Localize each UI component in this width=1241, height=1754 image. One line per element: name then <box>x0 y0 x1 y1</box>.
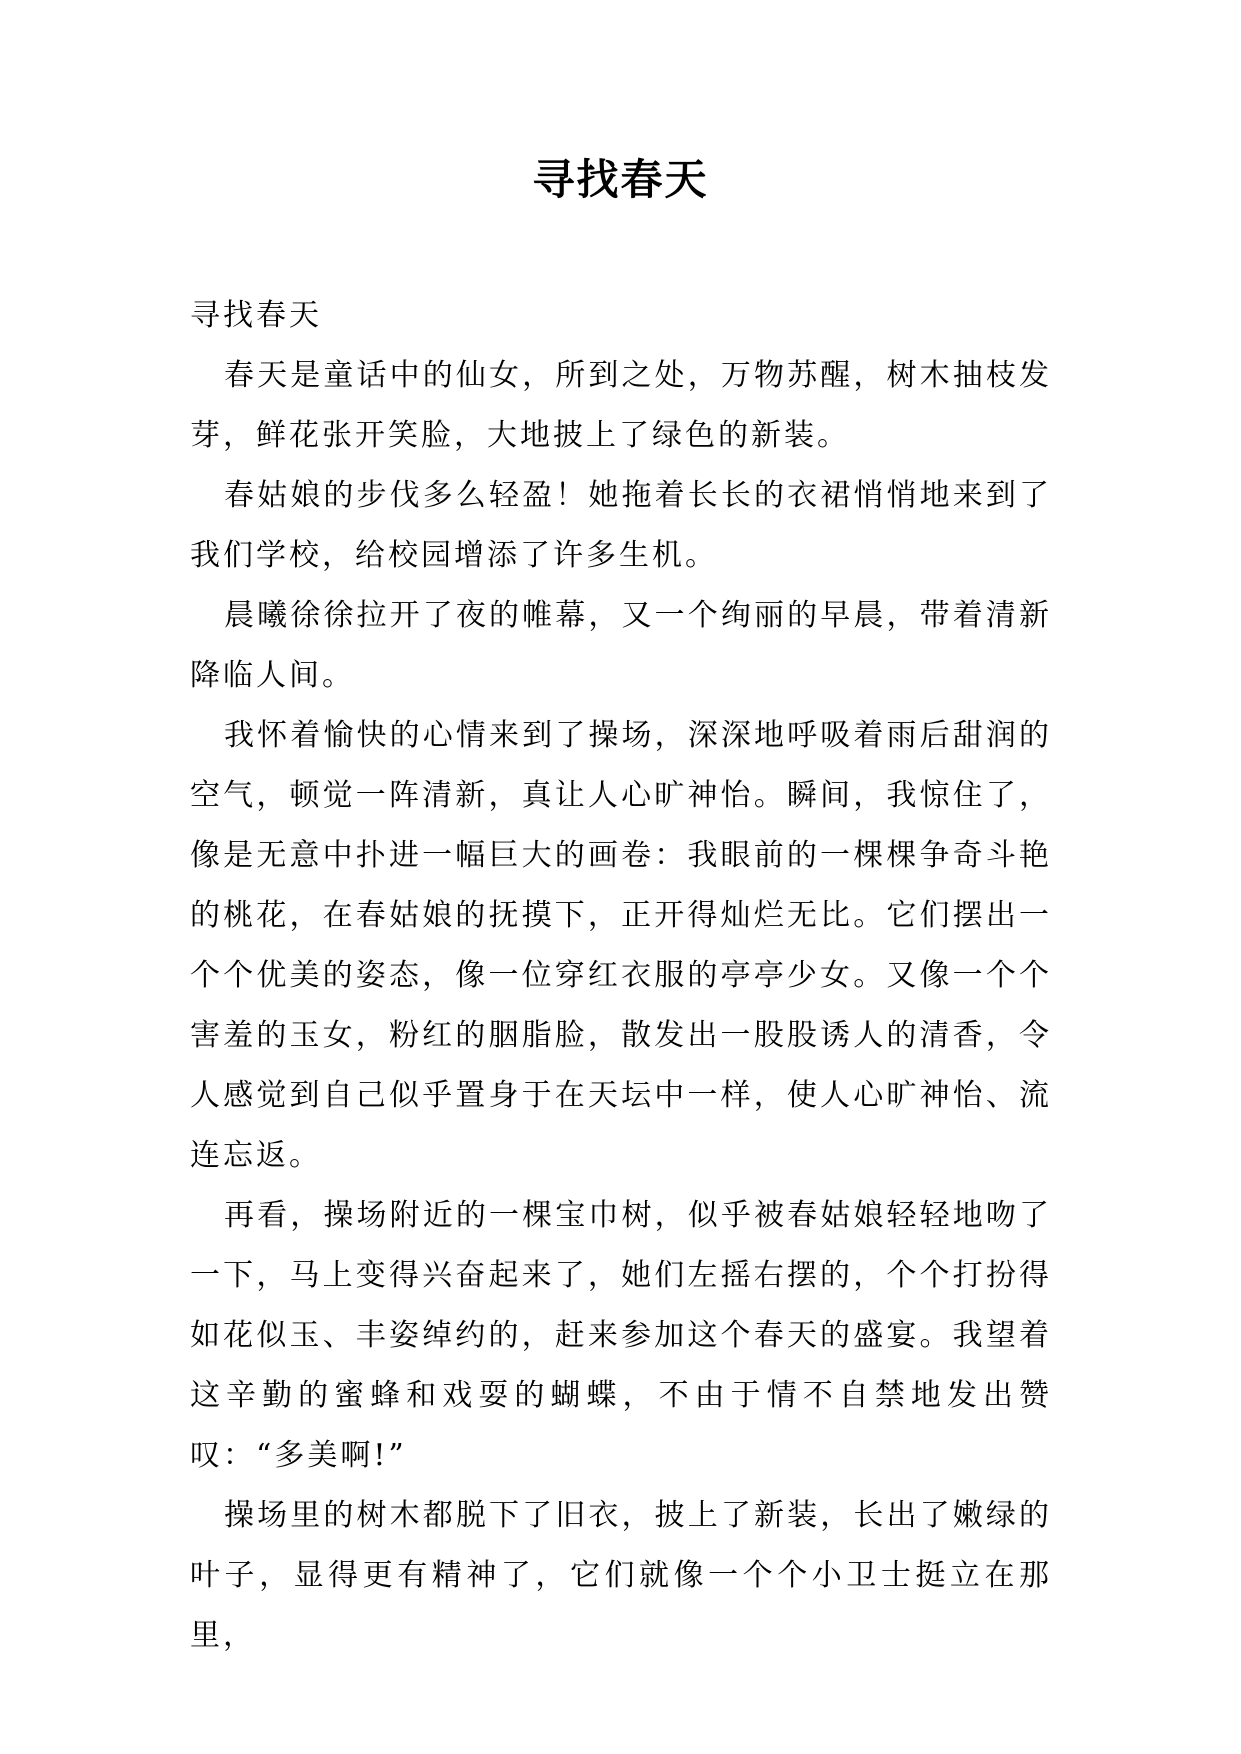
paragraph-1: 春天是童话中的仙女，所到之处，万物苏醒，树木抽枝发芽，鲜花张开笑脸，大地披上了绿色的新装。 <box>190 358 1052 453</box>
paragraph-3: 晨曦徐徐拉开了夜的帷幕，又一个绚丽的早晨，带着清新降临人间。 <box>190 598 1052 693</box>
paragraph-4: 我怀着愉快的心情来到了操场，深深地呼吸着雨后甜润的空气，顿觉一阵清新，真让人心旷神怡。瞬间，我惊住了，像是无意中扑进一幅巨大的画卷：我眼前的一棵棵争奇斗艳的桃花，在春姑娘的抚摸下，正开得灿烂无比。它们摆出一个个优美的姿态，像一位穿红衣服的亭亭少女。又像一个个害羞的玉女，粉红的胭脂脸，散发出一股股诱人的清香，令人感觉到自己似乎置身于在天坛中一样，使人心旷神怡、流连忘返。 <box>190 718 1052 1173</box>
document-body <box>190 286 1052 1666</box>
paragraph-5: 再看，操场附近的一棵宝巾树，似乎被春姑娘轻轻地吻了一下，马上变得兴奋起来了，她们左摇右摆的，个个打扮得如花似玉、丰姿绰约的，赶来参加这个春天的盛宴。我望着这辛勤的蜜蜂和戏耍的蝴蝶，不由于情不自禁地发出赞叹：“多美啊!” <box>190 1198 1052 1473</box>
paragraph-6: 操场里的树木都脱下了旧衣，披上了新装，长出了嫩绿的叶子，显得更有精神了，它们就像一个个小卫士挺立在那里， <box>190 1498 1052 1653</box>
paragraph-2: 春姑娘的步伐多么轻盈！她拖着长长的衣裙悄悄地来到了我们学校，给校园增添了许多生机。 <box>190 478 1052 573</box>
document-title: 寻找春天 <box>532 155 709 204</box>
body-heading: 寻找春天 <box>190 298 322 333</box>
